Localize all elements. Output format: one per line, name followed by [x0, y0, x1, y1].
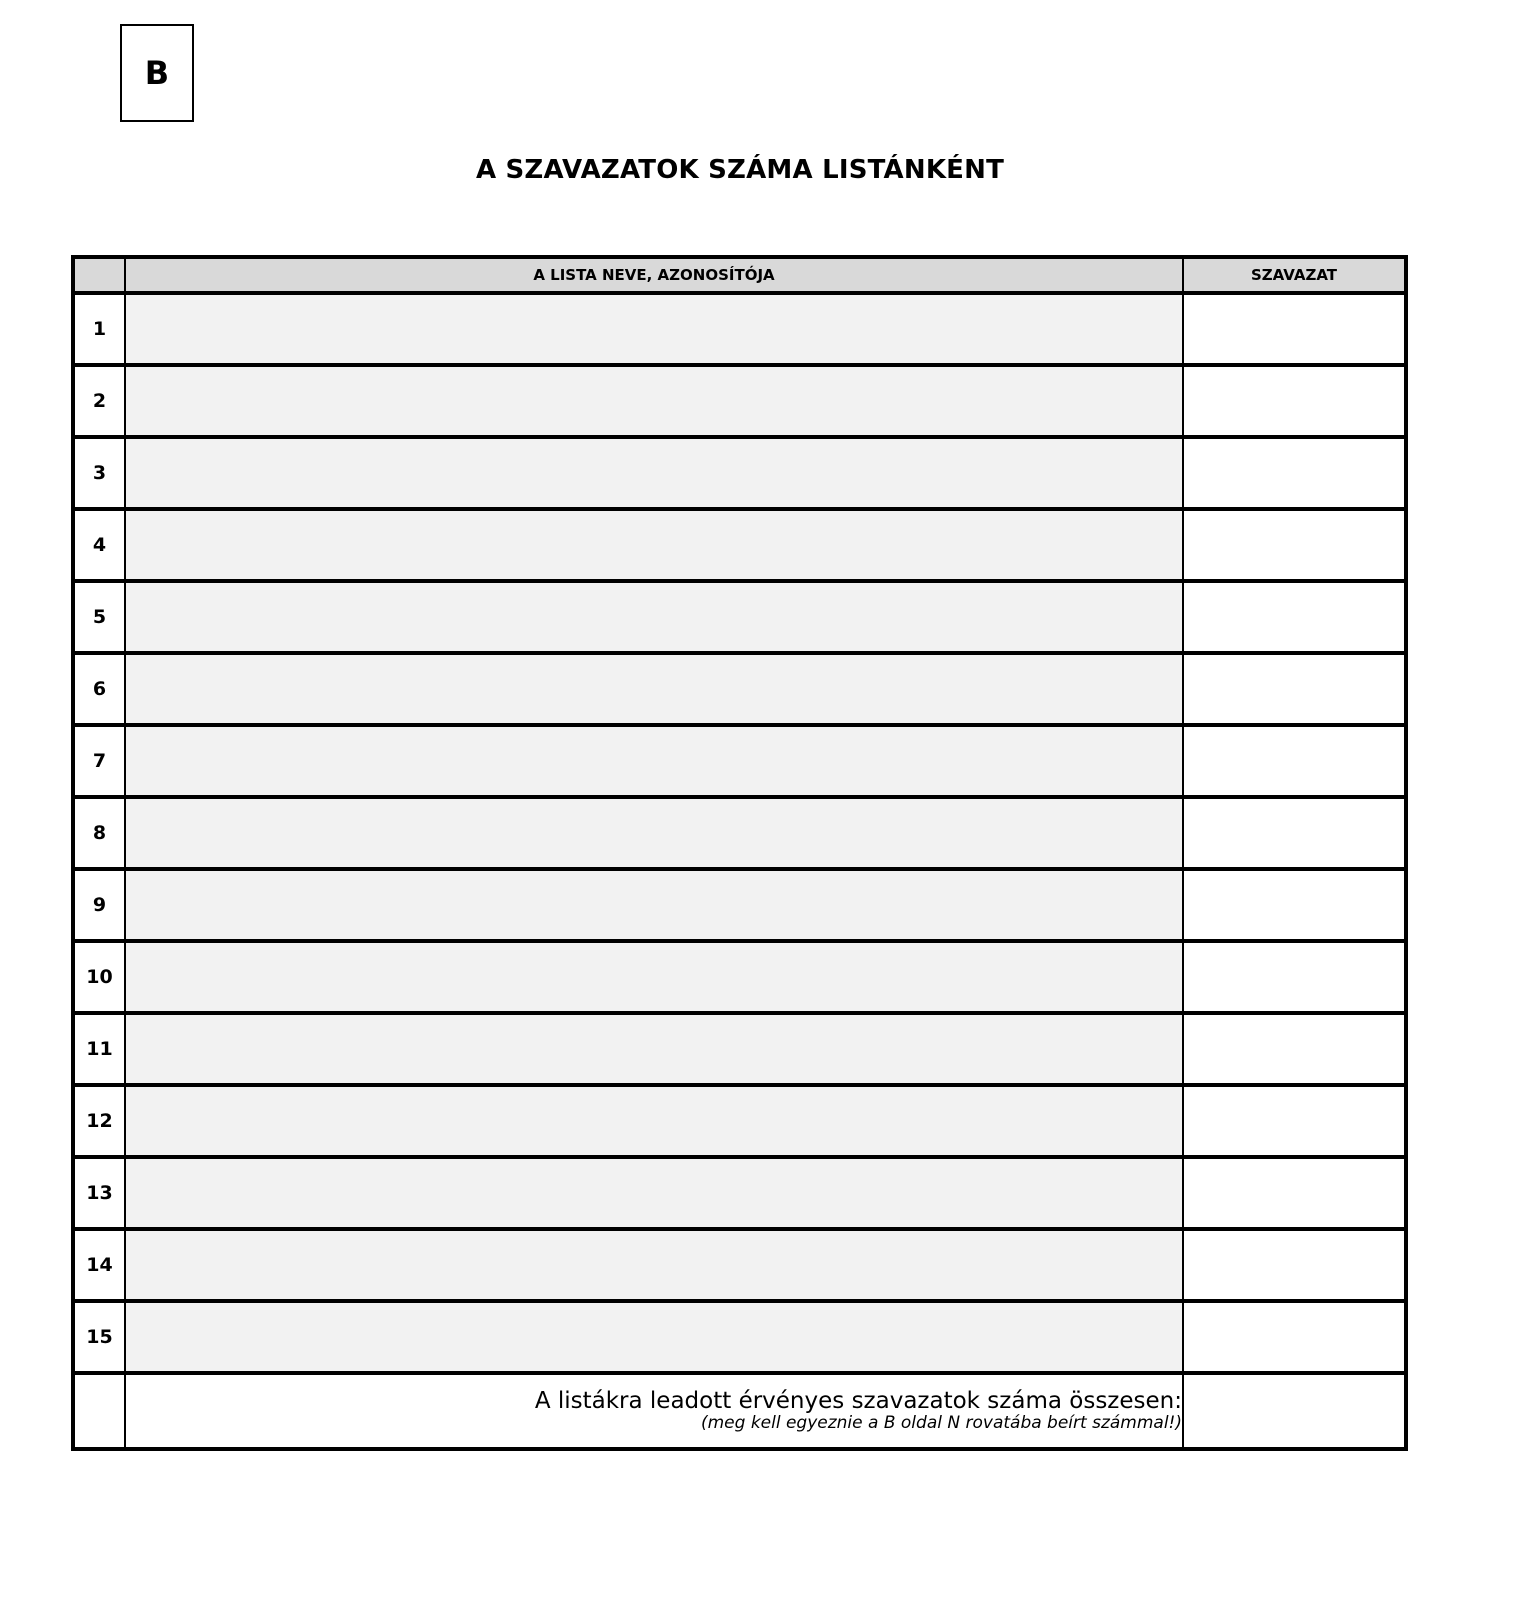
- table-body: [73, 293, 1406, 1449]
- page-letter-box: B: [120, 24, 194, 122]
- table-row: [73, 869, 1406, 941]
- row-number: 8: [73, 797, 125, 869]
- row-number: 14: [73, 1229, 125, 1301]
- row-number: 4: [73, 509, 125, 581]
- votes-cell[interactable]: [1183, 941, 1406, 1013]
- votes-cell[interactable]: [1183, 653, 1406, 725]
- total-label: A listákra leadott érvényes szavazatok száma összesen:: [534, 1388, 1182, 1414]
- table-row: [73, 581, 1406, 653]
- row-number: 9: [73, 869, 125, 941]
- table-row: [73, 941, 1406, 1013]
- row-number: 10: [73, 941, 125, 1013]
- table-row: [73, 437, 1406, 509]
- list-name-cell[interactable]: [125, 653, 1183, 725]
- table-row: [73, 725, 1406, 797]
- votes-cell[interactable]: [1183, 293, 1406, 365]
- list-name-cell[interactable]: [125, 293, 1183, 365]
- table-row: [73, 365, 1406, 437]
- list-name-cell[interactable]: [125, 437, 1183, 509]
- votes-cell[interactable]: [1183, 365, 1406, 437]
- total-label-cell: [125, 1373, 1183, 1449]
- total-votes-cell[interactable]: [1183, 1373, 1406, 1449]
- list-name-cell[interactable]: [125, 1013, 1183, 1085]
- list-name-cell[interactable]: [125, 869, 1183, 941]
- total-number-cell: [73, 1373, 125, 1449]
- table-row: [73, 1229, 1406, 1301]
- table-row: [73, 293, 1406, 365]
- page-title: A SZAVAZATOK SZÁMA LISTÁNKÉNT: [475, 155, 1005, 185]
- table-header-row: [73, 257, 1406, 293]
- row-number: 12: [73, 1085, 125, 1157]
- votes-cell[interactable]: [1183, 1157, 1406, 1229]
- list-name-cell[interactable]: [125, 581, 1183, 653]
- votes-cell[interactable]: [1183, 509, 1406, 581]
- row-number: 1: [73, 293, 125, 365]
- votes-cell[interactable]: [1183, 725, 1406, 797]
- row-number: 15: [73, 1301, 125, 1373]
- row-number: 7: [73, 725, 125, 797]
- votes-cell[interactable]: [1183, 1301, 1406, 1373]
- votes-cell[interactable]: [1183, 581, 1406, 653]
- table-row: [73, 653, 1406, 725]
- row-number: 5: [73, 581, 125, 653]
- header-votes: SZAVAZAT: [1183, 257, 1406, 293]
- table-row: [73, 1301, 1406, 1373]
- row-number: 11: [73, 1013, 125, 1085]
- header-list-name: A LISTA NEVE, AZONOSÍTÓJA: [125, 257, 1183, 293]
- row-number: 13: [73, 1157, 125, 1229]
- list-name-cell[interactable]: [125, 941, 1183, 1013]
- row-number: 6: [73, 653, 125, 725]
- table-row: [73, 1085, 1406, 1157]
- total-note: (meg kell egyeznie a B oldal N rovatába beírt számmal!): [700, 1413, 1182, 1434]
- table-row: [73, 509, 1406, 581]
- votes-cell[interactable]: [1183, 869, 1406, 941]
- total-row: [73, 1373, 1406, 1449]
- vote-count-table: [71, 255, 1408, 1451]
- votes-cell[interactable]: [1183, 1229, 1406, 1301]
- list-name-cell[interactable]: [125, 365, 1183, 437]
- table-row: [73, 1157, 1406, 1229]
- votes-cell[interactable]: [1183, 797, 1406, 869]
- table-row: [73, 797, 1406, 869]
- row-number: 2: [73, 365, 125, 437]
- votes-cell[interactable]: [1183, 1013, 1406, 1085]
- list-name-cell[interactable]: [125, 1229, 1183, 1301]
- list-name-cell[interactable]: [125, 1301, 1183, 1373]
- list-name-cell[interactable]: [125, 509, 1183, 581]
- row-number: 3: [73, 437, 125, 509]
- header-number: [73, 257, 125, 293]
- table-row: [73, 1013, 1406, 1085]
- list-name-cell[interactable]: [125, 725, 1183, 797]
- votes-cell[interactable]: [1183, 1085, 1406, 1157]
- votes-cell[interactable]: [1183, 437, 1406, 509]
- list-name-cell[interactable]: [125, 1157, 1183, 1229]
- list-name-cell[interactable]: [125, 797, 1183, 869]
- list-name-cell[interactable]: [125, 1085, 1183, 1157]
